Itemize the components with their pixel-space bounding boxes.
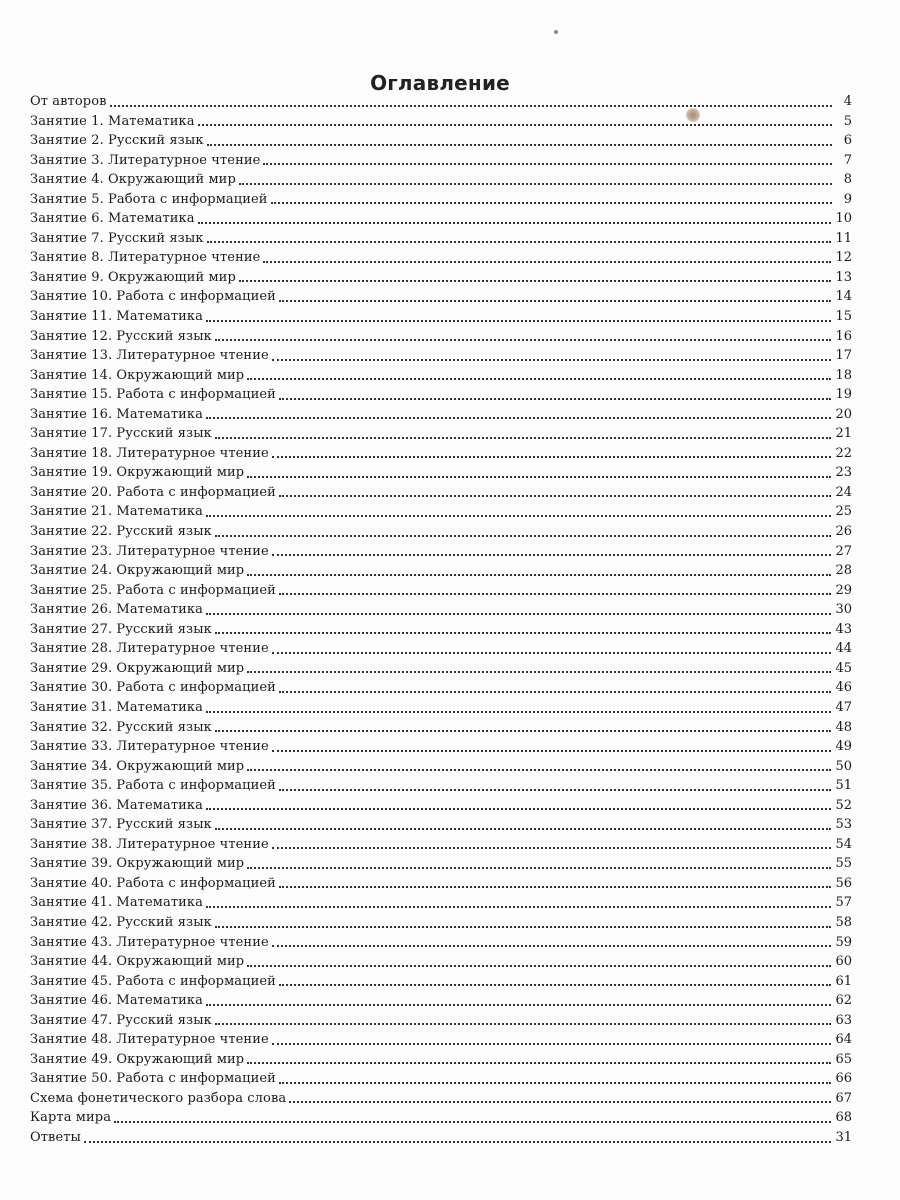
toc-entry [30, 718, 852, 738]
toc-entry-label: Карта мира [30, 1110, 112, 1126]
toc-dot-leader [279, 398, 832, 400]
toc-entry-page-number: 55 [835, 856, 852, 872]
toc-entry-page-number: 19 [835, 387, 852, 403]
toc-entry-page-number: 61 [835, 973, 852, 989]
toc-entry-page-number: 29 [835, 582, 852, 598]
toc-entry [30, 933, 852, 953]
toc-entry-label: Занятие 47. Русский язык [30, 1012, 212, 1028]
toc-entry-label: Занятие 4. Окружающий мир [30, 172, 236, 188]
toc-entry-page-number: 48 [835, 719, 852, 735]
toc-dot-leader [215, 437, 832, 439]
toc-entry [30, 776, 852, 796]
toc-entry [30, 854, 852, 874]
toc-entry-page-number: 60 [835, 954, 852, 970]
toc-dot-leader [263, 163, 832, 165]
toc-entry-label: Занятие 7. Русский язык [30, 230, 204, 246]
toc-entry [30, 385, 852, 405]
toc-entry-label: Ответы [30, 1129, 82, 1145]
toc-entry-page-number: 16 [835, 328, 852, 344]
toc-entry [30, 1050, 852, 1070]
toc-entry [30, 268, 852, 288]
toc-entry-label: От авторов [30, 94, 107, 109]
toc-entry-label: Занятие 3. Литературное чтение [30, 152, 261, 168]
toc-entry-label: Занятие 39. Окружающий мир [30, 856, 245, 872]
toc-entry-page-number: 11 [835, 230, 852, 246]
toc-entry-label: Занятие 14. Окружающий мир [30, 367, 245, 383]
toc-entry-page-number: 24 [835, 484, 852, 500]
toc-dot-leader [206, 417, 832, 419]
toc-entry-page-number: 45 [835, 660, 852, 676]
toc-dot-leader [289, 1101, 831, 1103]
toc-entry [30, 659, 852, 679]
toc-entry-page-number: 17 [835, 348, 852, 364]
toc-entry-page-number: 43 [835, 621, 852, 637]
toc-entry-label: Занятие 17. Русский язык [30, 426, 212, 442]
toc-entry [30, 483, 852, 503]
toc-entry [30, 542, 852, 562]
toc-entry-label: Занятие 22. Русский язык [30, 524, 212, 540]
toc-entry-page-number: 49 [835, 739, 852, 755]
toc-entry-page-number: 18 [835, 367, 852, 383]
toc-dot-leader [279, 300, 832, 302]
toc-entry-page-number: 28 [835, 563, 852, 579]
toc-entry-label: Занятие 18. Литературное чтение [30, 445, 269, 461]
toc-entry [30, 561, 852, 581]
toc-entry-label: Занятие 2. Русский язык [30, 133, 204, 149]
toc-entry [30, 815, 852, 835]
toc-entry-label: Занятие 34. Окружающий мир [30, 758, 245, 774]
toc-entry [30, 209, 852, 229]
toc-dot-leader [206, 906, 832, 908]
toc-entry [30, 1108, 852, 1128]
toc-dot-leader [239, 183, 832, 185]
toc-entry-label: Занятие 29. Окружающий мир [30, 660, 245, 676]
toc-entry-page-number: 65 [835, 1051, 852, 1067]
toc-entry [30, 600, 852, 620]
toc-entry-page-number: 62 [835, 993, 852, 1009]
toc-entry [30, 444, 852, 464]
toc-dot-leader [206, 808, 832, 810]
toc-entry-page-number: 9 [843, 191, 852, 207]
toc-dot-leader [247, 867, 831, 869]
toc-entry-label: Занятие 37. Русский язык [30, 817, 212, 833]
toc-entry [30, 1069, 852, 1089]
toc-entry [30, 952, 852, 972]
toc-entry-page-number: 44 [835, 641, 852, 657]
toc-entry-page-number: 22 [835, 445, 852, 461]
toc-entry-label: Схема фонетического разбора слова [30, 1090, 287, 1106]
toc-entry [30, 1128, 852, 1148]
toc-dot-leader [247, 378, 831, 380]
toc-dot-leader [215, 1023, 832, 1025]
toc-entry [30, 287, 852, 307]
toc-entry-page-number: 46 [835, 680, 852, 696]
toc-entry [30, 522, 852, 542]
toc-entry-label: Занятие 9. Окружающий мир [30, 269, 236, 285]
toc-dot-leader [207, 144, 832, 146]
toc-dot-leader [272, 750, 832, 752]
toc-dot-leader [206, 711, 832, 713]
toc-dot-leader [84, 1141, 831, 1143]
toc-entry-page-number: 53 [835, 817, 852, 833]
toc-entry-label: Занятие 33. Литературное чтение [30, 739, 269, 755]
toc-entry-label: Занятие 26. Математика [30, 602, 203, 618]
toc-dot-leader [272, 359, 832, 361]
toc-entry-page-number: 50 [835, 758, 852, 774]
toc-entry-label: Занятие 16. Математика [30, 406, 203, 422]
toc-entry-page-number: 14 [835, 289, 852, 305]
toc-entry-page-number: 10 [835, 211, 852, 227]
toc-entry [30, 463, 852, 483]
toc-entry-page-number: 26 [835, 524, 852, 540]
toc-entry-label: Занятие 21. Математика [30, 504, 203, 520]
toc-entry-label: Занятие 31. Математика [30, 699, 203, 715]
toc-entry [30, 757, 852, 777]
toc-entry-label: Занятие 8. Литературное чтение [30, 250, 261, 266]
toc-entry-label: Занятие 44. Окружающий мир [30, 954, 245, 970]
toc-entry-label: Занятие 46. Математика [30, 993, 203, 1009]
paper-speck [554, 30, 558, 34]
toc-entry [30, 1089, 852, 1109]
toc-entry [30, 327, 852, 347]
toc-dot-leader [198, 222, 832, 224]
toc-entry [30, 698, 852, 718]
toc-entry-page-number: 27 [835, 543, 852, 559]
toc-dot-leader [272, 456, 832, 458]
toc-entry [30, 581, 852, 601]
toc-entry [30, 131, 852, 151]
toc-dot-leader [114, 1121, 831, 1123]
toc-dot-leader [272, 945, 832, 947]
toc-entry-page-number: 67 [835, 1090, 852, 1106]
toc-entry-label: Занятие 32. Русский язык [30, 719, 212, 735]
toc-entry-label: Занятие 25. Работа с информацией [30, 582, 276, 598]
toc-entry [30, 874, 852, 894]
toc-entry-page-number: 52 [835, 797, 852, 813]
toc-dot-leader [247, 965, 831, 967]
toc-dot-leader [279, 789, 832, 791]
toc-entry [30, 1011, 852, 1031]
toc-dot-leader [279, 1082, 832, 1084]
toc-entry [30, 170, 852, 190]
table-of-contents [30, 92, 852, 1148]
toc-entry-label: Занятие 45. Работа с информацией [30, 973, 276, 989]
toc-entry-label: Занятие 19. Окружающий мир [30, 465, 245, 481]
toc-dot-leader [279, 593, 832, 595]
toc-dot-leader [279, 886, 832, 888]
toc-entry [30, 835, 852, 855]
toc-entry-page-number: 5 [843, 113, 852, 129]
toc-dot-leader [272, 554, 832, 556]
toc-entry-page-number: 15 [835, 309, 852, 325]
toc-entry-label: Занятие 13. Литературное чтение [30, 348, 269, 364]
toc-entry-page-number: 57 [835, 895, 852, 911]
toc-entry [30, 307, 852, 327]
toc-entry-page-number: 4 [843, 94, 852, 109]
toc-entry [30, 190, 852, 210]
toc-dot-leader [247, 769, 831, 771]
toc-dot-leader [198, 124, 832, 126]
toc-dot-leader [215, 730, 832, 732]
toc-entry-label: Занятие 15. Работа с информацией [30, 387, 276, 403]
toc-entry-label: Занятие 38. Литературное чтение [30, 836, 269, 852]
toc-entry [30, 913, 852, 933]
toc-entry-label: Занятие 50. Работа с информацией [30, 1071, 276, 1087]
toc-entry-label: Занятие 28. Литературное чтение [30, 641, 269, 657]
toc-entry-label: Занятие 40. Работа с информацией [30, 875, 276, 891]
toc-entry [30, 346, 852, 366]
toc-entry-page-number: 59 [835, 934, 852, 950]
toc-entry-page-number: 30 [835, 602, 852, 618]
toc-entry-page-number: 31 [835, 1129, 852, 1145]
toc-dot-leader [215, 535, 832, 537]
toc-entry [30, 92, 852, 112]
toc-entry [30, 991, 852, 1011]
toc-dot-leader [206, 1004, 832, 1006]
toc-entry-label: Занятие 35. Работа с информацией [30, 778, 276, 794]
toc-entry-page-number: 68 [835, 1110, 852, 1126]
toc-dot-leader [279, 691, 832, 693]
toc-entry-page-number: 6 [843, 133, 852, 149]
toc-dot-leader [279, 984, 832, 986]
toc-dot-leader [206, 320, 832, 322]
toc-entry-label: Занятие 30. Работа с информацией [30, 680, 276, 696]
toc-entry-label: Занятие 42. Русский язык [30, 914, 212, 930]
toc-entry [30, 620, 852, 640]
toc-dot-leader [247, 1062, 831, 1064]
toc-entry-page-number: 13 [835, 269, 852, 285]
toc-entry-page-number: 21 [835, 426, 852, 442]
toc-entry-label: Занятие 27. Русский язык [30, 621, 212, 637]
toc-dot-leader [271, 202, 832, 204]
toc-entry-label: Занятие 1. Математика [30, 113, 195, 129]
toc-entry [30, 366, 852, 386]
toc-entry-label: Занятие 12. Русский язык [30, 328, 212, 344]
toc-entry-page-number: 8 [843, 172, 852, 188]
toc-entry-label: Занятие 5. Работа с информацией [30, 191, 268, 207]
toc-entry-label: Занятие 36. Математика [30, 797, 203, 813]
toc-entry [30, 151, 852, 171]
toc-entry-page-number: 51 [835, 778, 852, 794]
toc-dot-leader [239, 280, 832, 282]
toc-entry-page-number: 7 [843, 152, 852, 168]
toc-entry-page-number: 47 [835, 699, 852, 715]
toc-dot-leader [272, 652, 832, 654]
toc-entry [30, 639, 852, 659]
toc-dot-leader [215, 339, 832, 341]
toc-dot-leader [207, 241, 832, 243]
toc-dot-leader [215, 632, 832, 634]
toc-dot-leader [206, 515, 832, 517]
toc-dot-leader [279, 495, 832, 497]
toc-entry [30, 112, 852, 132]
toc-entry [30, 229, 852, 249]
toc-dot-leader [247, 476, 831, 478]
toc-entry [30, 248, 852, 268]
toc-entry [30, 424, 852, 444]
toc-entry-page-number: 58 [835, 914, 852, 930]
toc-entry-page-number: 54 [835, 836, 852, 852]
toc-entry [30, 405, 852, 425]
toc-dot-leader [247, 671, 831, 673]
toc-dot-leader [272, 847, 832, 849]
toc-entry-page-number: 20 [835, 406, 852, 422]
toc-entry-page-number: 64 [835, 1032, 852, 1048]
page-title: Оглавление [370, 71, 510, 96]
toc-entry-page-number: 25 [835, 504, 852, 520]
toc-entry-label: Занятие 23. Литературное чтение [30, 543, 269, 559]
toc-entry-page-number: 63 [835, 1012, 852, 1028]
toc-dot-leader [206, 613, 832, 615]
toc-entry [30, 1030, 852, 1050]
toc-entry-label: Занятие 20. Работа с информацией [30, 484, 276, 500]
toc-entry-label: Занятие 43. Литературное чтение [30, 934, 269, 950]
toc-dot-leader [110, 105, 832, 107]
toc-entry-label: Занятие 24. Окружающий мир [30, 563, 245, 579]
toc-entry [30, 972, 852, 992]
toc-entry-page-number: 66 [835, 1071, 852, 1087]
toc-entry-page-number: 23 [835, 465, 852, 481]
toc-dot-leader [215, 828, 832, 830]
toc-entry-label: Занятие 6. Математика [30, 211, 195, 227]
toc-entry-label: Занятие 41. Математика [30, 895, 203, 911]
toc-entry [30, 796, 852, 816]
toc-entry-page-number: 56 [835, 875, 852, 891]
toc-entry [30, 678, 852, 698]
toc-dot-leader [263, 261, 831, 263]
toc-entry-label: Занятие 11. Математика [30, 309, 203, 325]
toc-entry [30, 502, 852, 522]
toc-entry-label: Занятие 48. Литературное чтение [30, 1032, 269, 1048]
toc-entry-page-number: 12 [835, 250, 852, 266]
toc-dot-leader [247, 574, 831, 576]
toc-dot-leader [215, 926, 832, 928]
toc-entry [30, 893, 852, 913]
toc-entry-label: Занятие 49. Окружающий мир [30, 1051, 245, 1067]
toc-entry-label: Занятие 10. Работа с информацией [30, 289, 276, 305]
toc-dot-leader [272, 1043, 832, 1045]
toc-entry [30, 737, 852, 757]
